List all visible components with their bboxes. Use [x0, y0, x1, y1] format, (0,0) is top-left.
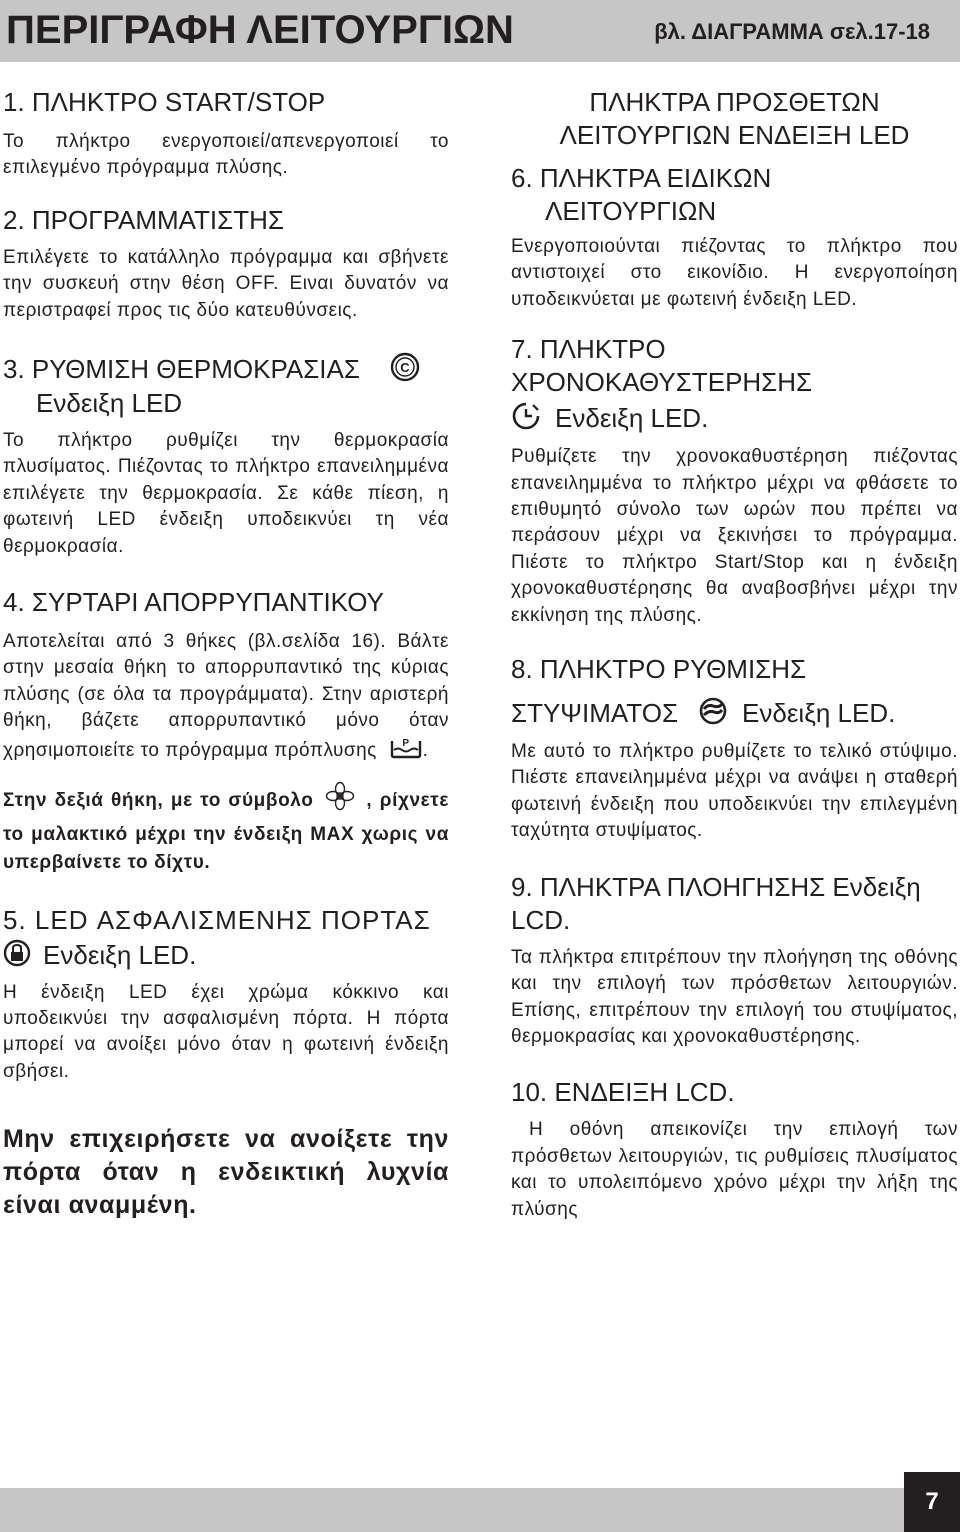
door-warning: Μην επιχειρήσετε να ανοίξετε την πόρτα όταν η ενδεικτική λυχνία είναι αναμμένη. — [3, 1125, 449, 1220]
section-4-title: 4. ΣΥΡΤΑΡΙ ΑΠΟΡΡΥΠΑΝΤΙΚΟΥ — [3, 587, 384, 618]
header-bar — [0, 0, 960, 62]
svg-text:P: P — [402, 737, 410, 749]
section-5-text: Η ένδειξη LED έχει χρώμα κόκκινο και υποδεικνύει την ασφαλισμένη πόρτα. Η πόρτα μπορεί να ανοίξει μόνο όταν η φωτεινή ένδειξη σβήσει. — [3, 981, 449, 1082]
section-3-title: 3. ΡΥΘΜΙΣΗ ΘΕΡΜΟΚΡΑΣΙΑΣ — [3, 354, 360, 385]
footer-bar — [0, 1488, 960, 1532]
section-5-subtitle-row — [3, 939, 449, 972]
section-6-title-line1: 6. ΠΛΗΚΤΡΑ ΕΙΔΙΚΩΝ — [511, 163, 772, 193]
section-8-title-line2: ΣΤΥΨΙΜΑΤΟΣ — [511, 698, 679, 729]
section-8-title-line1: 8. ΠΛΗΚΤΡΟ ΡΥΘΜΙΣΗΣ — [511, 654, 807, 685]
section-5-title: 5. LED ΑΣΦΑΛΙΣΜΕΝΗΣ ΠΟΡΤΑΣ — [3, 904, 431, 935]
section-4-softener-text — [3, 781, 449, 878]
section-4-text-period: . — [422, 739, 429, 761]
section-10-title: 10. ΕΝΔΕΙΞΗ LCD. — [511, 1077, 735, 1108]
section-3-subtitle: Ενδειξη LED — [36, 388, 183, 419]
section-9-title-line2: LCD. — [511, 904, 571, 935]
section-2-text: Επιλέγετε το κατάλληλο πρόγραμμα και σβήνετε την συσκευή στην θέση OFF. Ειναι δυνατόν να περιστραφεί προς τις δύο κατευθύνσεις. — [3, 246, 449, 321]
section-4-softener-start: Στην δεξιά θήκη, με το σύμβολο — [3, 789, 314, 811]
section-9-title-line1: 9. ΠΛΗΚΤΡΑ ΠΛΟΗΓΗΣΗΣ Ενδειξη — [511, 871, 921, 902]
door-lock-icon — [3, 939, 31, 972]
section-1-text: Το πλήκτρο ενεργοποιεί/απενεργοποιεί το επιλεγμένο πρόγραμμα πλύσης. — [3, 131, 449, 179]
spin-icon — [698, 696, 728, 731]
section-10-text: Η οθόνη απεικονίζει την επιλογή των πρόσθετων λειτουργιών, τις ρυθμίσεις πλυσίματος και το υπολειπόμενο χρόνο μέχρι την λήξη της πλύσης — [511, 1119, 958, 1220]
extra-functions-heading-line2: ΛΕΙΤΟΥΡΓΙΩΝ ΕΝΔΕΙΞΗ LED — [559, 120, 910, 150]
section-1-title: 1. ΠΛΗΚΤΡΟ START/STOP — [3, 87, 326, 117]
section-7-subtitle: Ενδειξη LED. — [555, 403, 709, 434]
section-2-title: 2. ΠΡΟΓΡΑΜΜΑΤΙΣΤΗΣ — [3, 204, 284, 235]
right-column — [511, 86, 958, 1223]
section-6-text: Ενεργοποιούνται πιέζοντας το πλήκτρο που αντιστοιχεί στο εικονίδιο. Η ενεργοποίηση υποδεικνύεται με φωτεινή ένδειξη LED. — [511, 236, 958, 310]
section-7-title-line2: ΧΡΟΝΟΚΑΘΥΣΤΕΡΗΣΗΣ — [511, 367, 813, 398]
page-number: 7 — [904, 1472, 960, 1532]
section-8-title-row — [511, 696, 958, 731]
section-8-text: Με αυτό το πλήκτρο ρυθμίζετε το τελικό στύψιμο. Πιέστε επανειλημμένα μέχρι να ανάψει η σταθερή φωτεινή ένδειξη που υποδεικνύει την επιλεγμένη ταχύτητα στυψίματος. — [511, 741, 958, 842]
section-8-title-led: Ενδειξη LED. — [742, 698, 896, 729]
extra-functions-heading-line1: ΠΛΗΚΤΡΑ ΠΡΟΣΘΕΤΩΝ — [589, 87, 880, 117]
section-7-subtitle-row — [511, 401, 958, 436]
section-6-title-line2: ΛΕΙΤΟΥΡΓΙΩΝ — [545, 196, 717, 226]
section-5-subtitle: Ενδειξη LED. — [43, 939, 197, 970]
section-4-text-body: Αποτελείται από 3 θήκες (βλ.σελίδα 16). Βάλτε στην μεσαία θήκη το απορρυπαντικό της κύριας πλύσης (σε όλα τα προγράμματα). Στην αριστερή θήκη, βάζετε απορρυπαντικό μόνο όταν χρησιμοποιείτε το πρόγραμμα πρόπλυσης — [3, 631, 449, 761]
page-title: ΠΕΡΙΓΡΑΦΗ ΛΕΙΤΟΥΡΓΙΩΝ — [6, 8, 514, 52]
softener-flower-icon — [325, 781, 355, 821]
section-9-text: Τα πλήκτρα επιτρέπουν την πλοήγηση της οθόνης και την επιλογή των πρόσθετων λειτουργιών. Επίσης, επιτρέπουν την επιλογή του στυψίματος, θερμοκρασίας και χρονοκαθυστέρησης. — [511, 946, 958, 1047]
section-7-title-line1: 7. ΠΛΗΚΤΡΟ — [511, 334, 666, 365]
diagram-reference: βλ. ΔΙΑΓΡΑΜΜΑ σελ.17-18 — [654, 19, 930, 44]
svg-text:C: C — [400, 360, 410, 376]
section-3-text: Το πλήκτρο ρυθμίζει την θερμοκρασία πλυσίματος. Πιέζοντας το πλήκτρο επανειλημμένα επιλέγετε την θερμοκρασία. Σε κάθε πίεση, η φωτεινή LED ένδειξη υποδεικνύει τη νέα θερμοκρασία. — [3, 430, 449, 557]
section-3-header — [3, 352, 449, 387]
section-4-softener-end: , ρίχνετε το μαλακτικό μέχρι την ένδειξη MAX χωρις να υπερβαίνετε το δίχτυ. — [3, 789, 449, 874]
delay-timer-icon — [511, 401, 541, 436]
left-column — [3, 86, 449, 1222]
section-7-text: Ρυθμίζετε την χρονοκαθυστέρηση πιέζοντας επανειλημμένα το πλήκτρο μέχρι να φθάσετε το επιθυμητό σύνολο των ωρών που πρέπει να περάσουν μέχρι να ξεκινήσει το πρόγραμμα. Πιέστε το πλήκτρο Start/Stop και η ένδειξη χρονοκαθυστέρησης θα αναβοσβήνει μέχρι την εκκίνηση της πλύσης. — [511, 446, 958, 626]
prewash-icon — [389, 735, 423, 767]
temperature-icon — [390, 352, 420, 387]
section-4-text — [3, 629, 449, 767]
